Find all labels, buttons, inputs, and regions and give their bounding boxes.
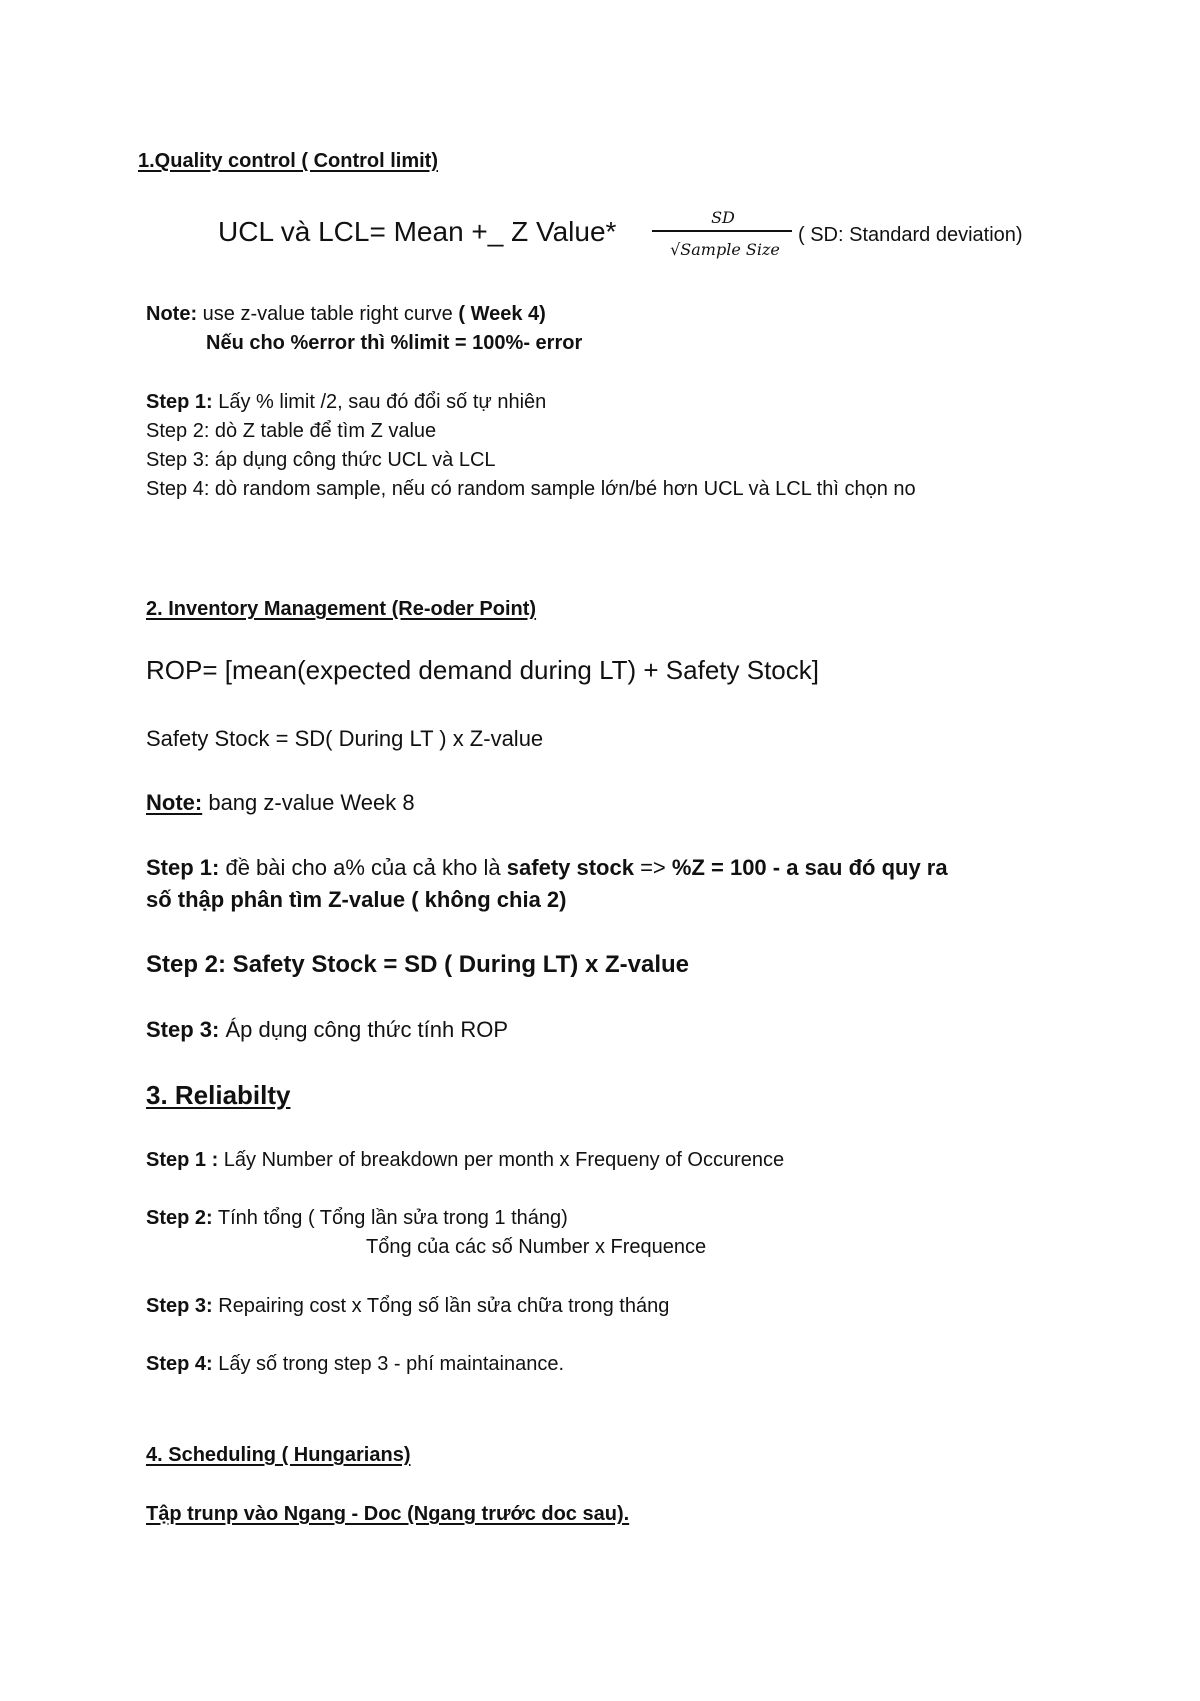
ucl-lcl-formula: UCL và LCL= Mean +_ Z Value*	[218, 216, 617, 247]
step3-text: Áp dụng công thức tính ROP	[219, 1017, 509, 1042]
step1-bold2: %Z = 100 - a sau đó quy ra	[671, 855, 948, 880]
section4-subheading: Tập trunp vào Ngang - Doc (Ngang trước doc sau).	[146, 1503, 630, 1525]
step4-text: Lấy số trong step 3 - phí maintainance.	[212, 1353, 565, 1375]
section3-step4	[146, 1352, 564, 1376]
section3-step2	[146, 1206, 568, 1230]
section3-step1	[146, 1148, 784, 1172]
section1-step4: Step 4: dò random sample, nếu có random sample lớn/bé hơn UCL và LCL thì chọn no	[146, 478, 916, 500]
step1-arrow: =>	[633, 855, 672, 880]
step2-text: Tính tổng ( Tổng lần sửa trong 1 tháng)	[212, 1207, 568, 1229]
section3-step2-line2: Tổng của các số Number x Frequence	[366, 1236, 707, 1258]
step4-label: Step 4:	[146, 1353, 213, 1375]
step1-label: Step 1:	[146, 855, 220, 880]
step1-text: Lấy % limit /2, sau đó đổi số tự nhiên	[212, 391, 547, 413]
section2-note	[146, 789, 415, 817]
section1-step1	[146, 390, 546, 414]
note-error-limit: Nếu cho %error thì %limit = 100%- error	[206, 332, 583, 354]
section1-step2: Step 2: dò Z table để tìm Z value	[146, 420, 437, 442]
section4-heading: 4. Scheduling ( Hungarians)	[146, 1444, 411, 1466]
safety-stock-formula: Safety Stock = SD( During LT ) x Z-value	[146, 726, 544, 751]
section3-heading: 3. Reliabilty	[146, 1080, 291, 1110]
note-text: use z-value table right curve	[197, 303, 459, 325]
note-label: Note:	[146, 303, 198, 325]
formula-note: ( SD: Standard deviation)	[798, 224, 1023, 246]
fraction-bar	[652, 230, 792, 232]
note-text: bang z-value Week 8	[202, 790, 415, 815]
note-week: ( Week 4)	[458, 303, 546, 325]
section2-step1	[146, 854, 948, 882]
section2-step3	[146, 1016, 508, 1044]
rop-formula: ROP= [mean(expected demand during LT) + Safety Stock]	[146, 655, 819, 685]
section2-step2: Step 2: Safety Stock = SD ( During LT) x Z-value	[146, 951, 689, 978]
note-label: Note:	[146, 790, 203, 815]
step1-label: Step 1:	[146, 391, 213, 413]
section3-step3	[146, 1294, 669, 1318]
section2-heading: 2. Inventory Management (Re-oder Point)	[146, 598, 537, 620]
step3-label: Step 3:	[146, 1295, 213, 1317]
fraction-numerator: SD	[711, 208, 735, 227]
step1-bold: safety stock	[506, 855, 634, 880]
section1-step3: Step 3: áp dụng công thức UCL và LCL	[146, 449, 496, 471]
step1-label: Step 1 :	[146, 1149, 219, 1171]
step3-label: Step 3:	[146, 1017, 220, 1042]
fraction-denominator: √Sample Size	[670, 240, 780, 259]
section1-note	[146, 302, 546, 326]
section1-heading: 1.Quality control ( Control limit)	[138, 150, 438, 172]
step1-text: đề bài cho a% của cả kho là	[219, 855, 507, 880]
section2-step1-line2: số thập phân tìm Z-value ( không chia 2)	[146, 887, 567, 912]
step3-text: Repairing cost x Tổng số lần sửa chữa trong tháng	[212, 1295, 670, 1317]
step2-label: Step 2:	[146, 1207, 213, 1229]
step1-text: Lấy Number of breakdown per month x Frequeny of Occurence	[218, 1149, 785, 1171]
